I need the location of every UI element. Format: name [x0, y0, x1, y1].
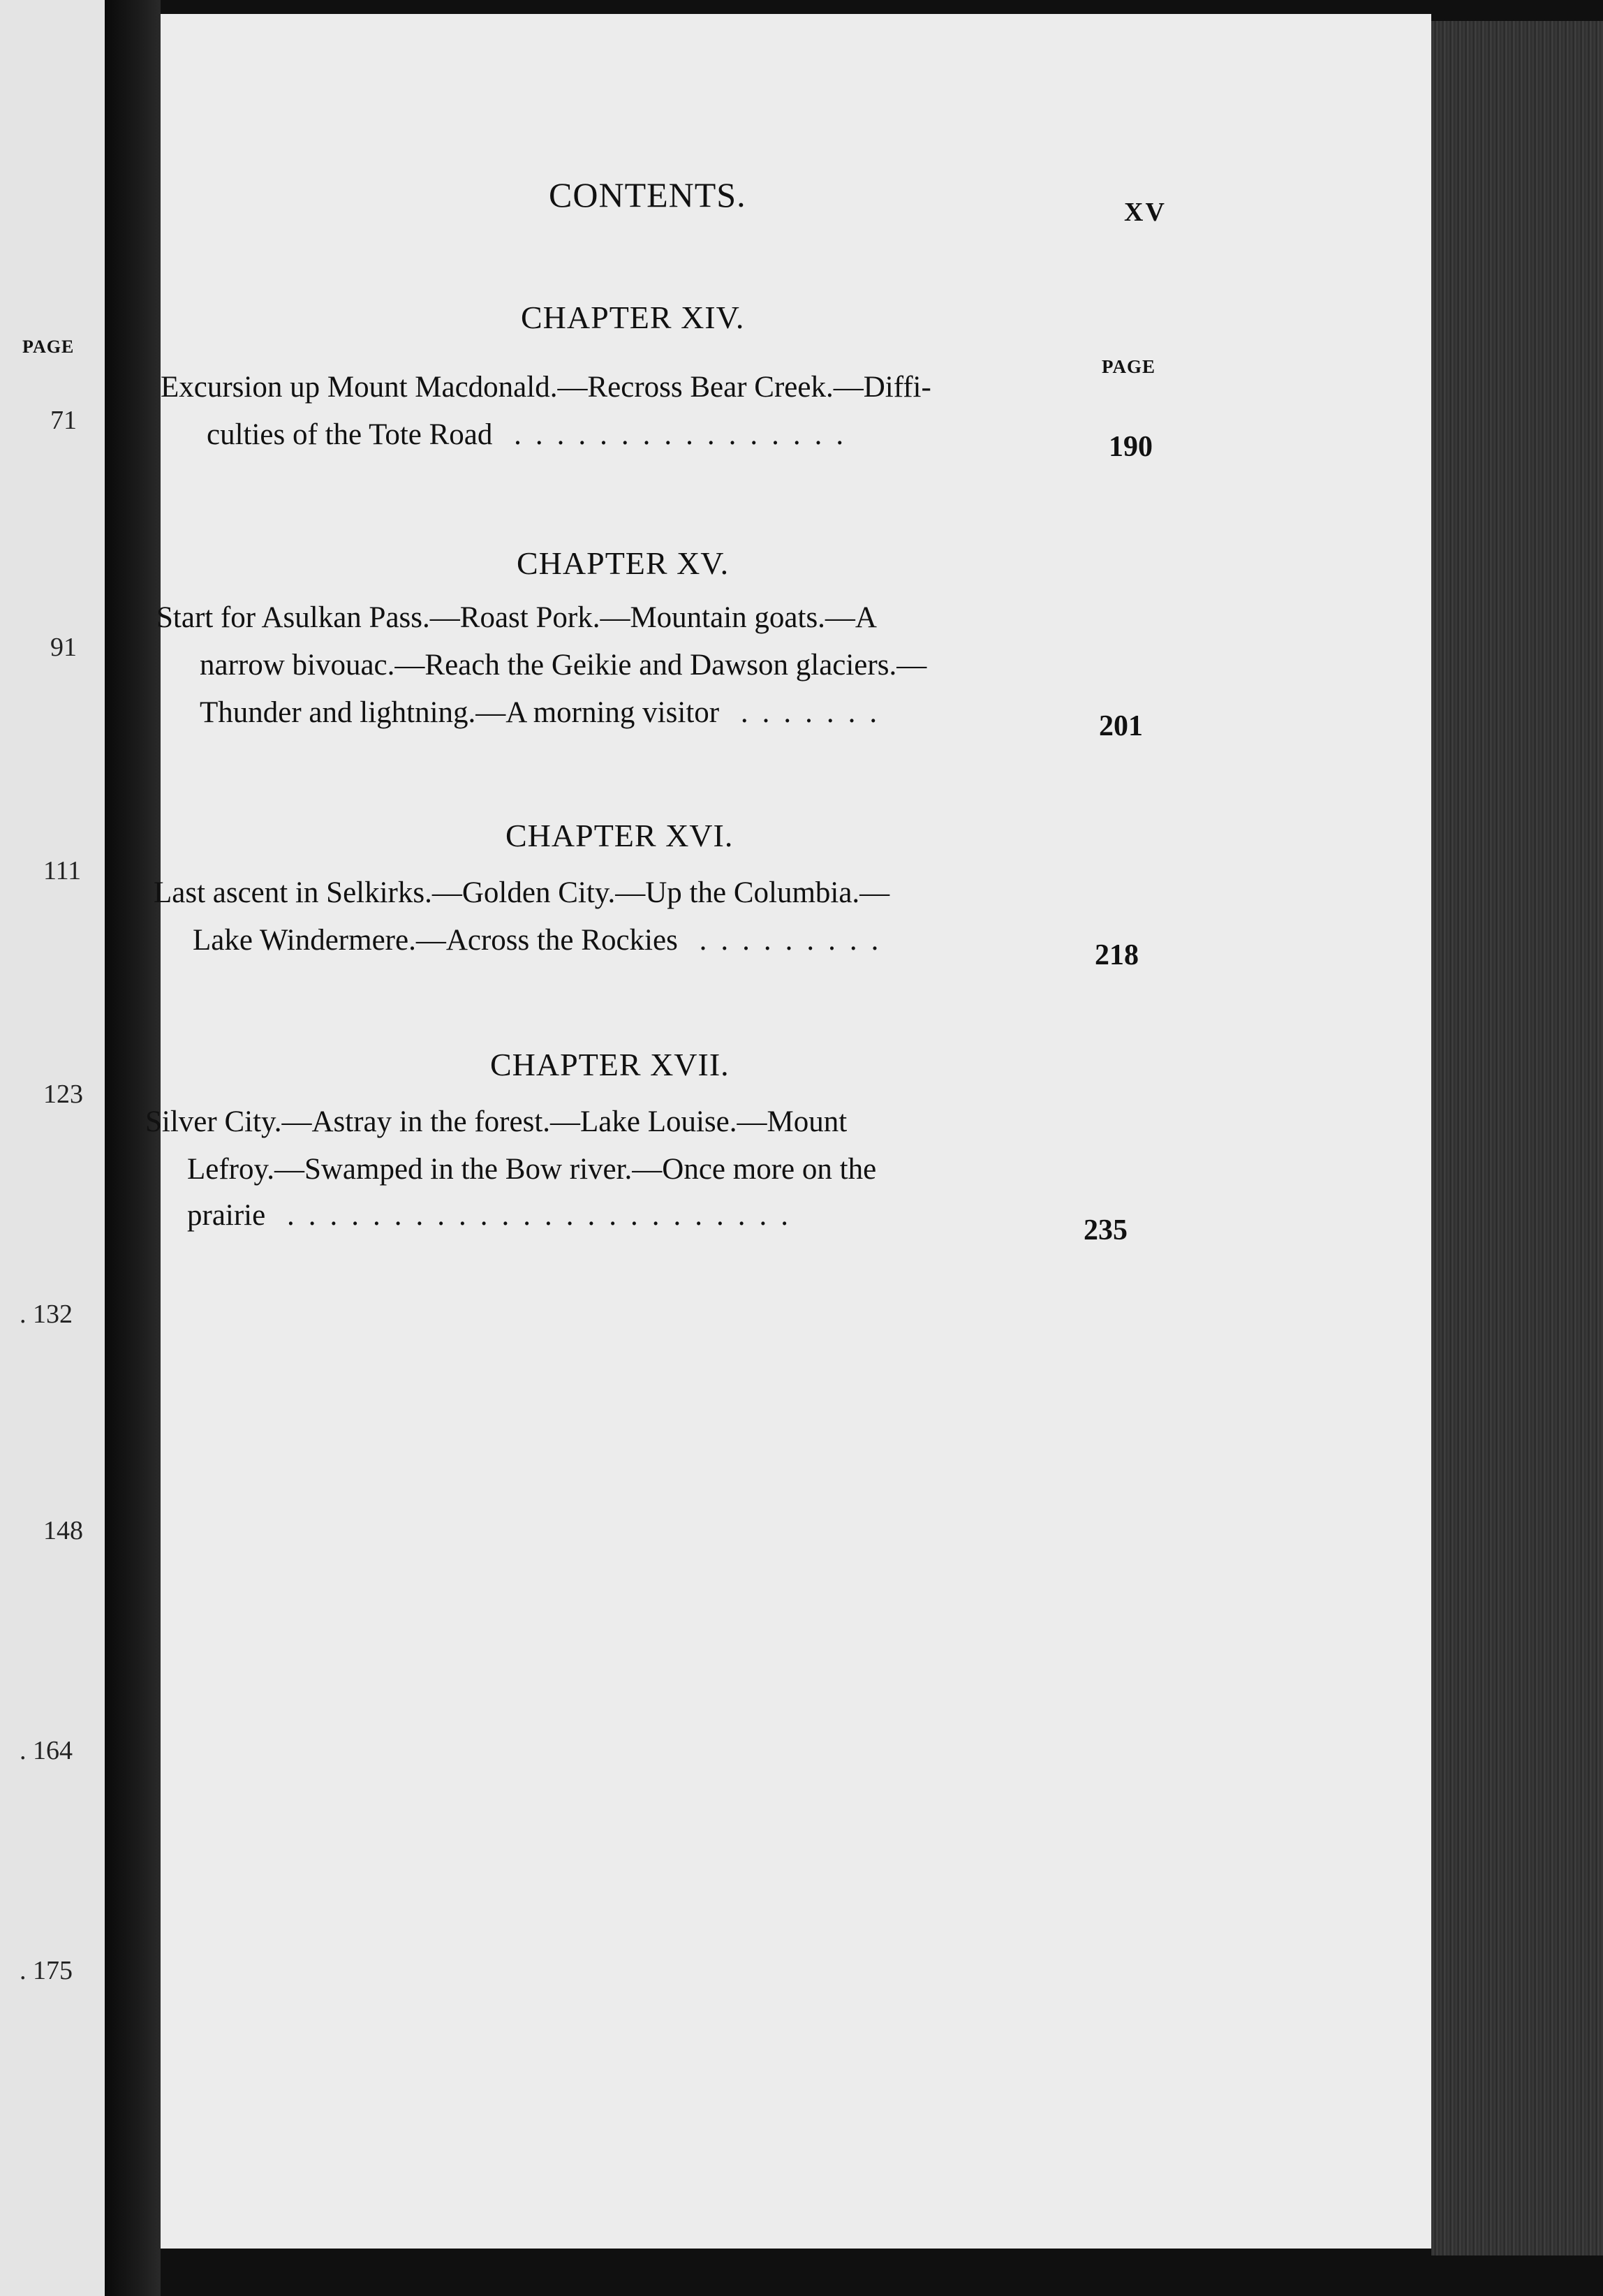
chapter-summary-line: Lefroy.—Swamped in the Bow river.—Once more on the [187, 1153, 877, 1186]
page-column-label: PAGE [1102, 356, 1155, 377]
chapter-summary-line: culties of the Tote Road ................ [207, 418, 858, 451]
chapter-summary-line: Start for Asulkan Pass.—Roast Pork.—Mountain goats.—A [156, 601, 877, 634]
running-head: CONTENTS. [549, 175, 746, 214]
chapter-page-number: 201 [1099, 710, 1143, 742]
previous-page-number: 71 [50, 406, 77, 435]
chapter-title: CHAPTER XV. [517, 545, 730, 581]
chapter-summary-line: narrow bivouac.—Reach the Geikie and Dawson glaciers.— [200, 649, 927, 682]
previous-page-number: 111 [43, 856, 82, 885]
chapter-summary-line: Silver City.—Astray in the forest.—Lake Louise.—Mount [145, 1105, 848, 1138]
chapter-page-number: 190 [1109, 431, 1153, 463]
previous-page-number: 123 [43, 1080, 83, 1109]
previous-page-number: 91 [50, 633, 77, 662]
chapter-summary-line: Last ascent in Selkirks.—Golden City.—Up the Columbia.— [154, 876, 890, 909]
previous-page-number: 148 [43, 1516, 83, 1545]
previous-page-number: . 132 [20, 1300, 73, 1329]
chapter-summary-line: Thunder and lightning.—A morning visitor ....... [200, 696, 892, 729]
facing-page [0, 0, 105, 2296]
chapter-page-number: 218 [1095, 939, 1139, 971]
previous-page-label: PAGE [22, 337, 75, 357]
chapter-title: CHAPTER XVI. [505, 818, 734, 853]
book-page-edges [1431, 21, 1603, 2255]
chapter-summary-line: prairie ........................ [187, 1199, 802, 1232]
contents-page [145, 14, 1431, 2249]
chapter-summary-line: Lake Windermere.—Across the Rockies ......... [193, 924, 893, 957]
previous-page-number: . 175 [20, 1956, 73, 1985]
previous-page-number: . 164 [20, 1736, 73, 1765]
chapter-title: CHAPTER XIV. [521, 300, 745, 335]
page-folio: XV [1124, 198, 1167, 227]
chapter-title: CHAPTER XVII. [490, 1047, 730, 1082]
book-gutter [105, 0, 161, 2296]
chapter-page-number: 235 [1084, 1214, 1128, 1246]
chapter-summary-line: Excursion up Mount Macdonald.—Recross Bear Creek.—Diffi- [161, 371, 931, 404]
